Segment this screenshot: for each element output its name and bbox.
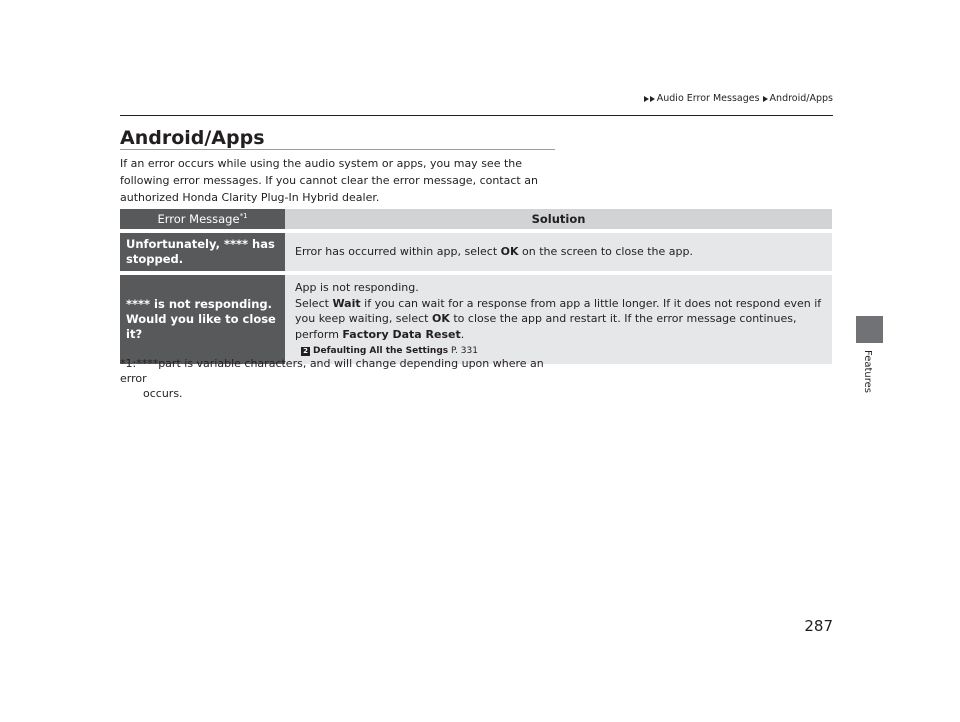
solution-cell: App is not responding. Select Wait if you can wait for a response from app a little longer. If it does not respond even if you keep waiting, select OK to close the app and restart it. If the error message continues, perform Factory Data Reset. 2 Defaulting All the Settings P. 331 [285, 275, 832, 364]
error-table [120, 205, 832, 368]
title-rule [120, 149, 555, 150]
reference-arrow-icon: 2 [301, 347, 310, 356]
page-number: 287 [804, 617, 833, 635]
triangle-arrow-icon [644, 96, 649, 102]
section-tab-label: Features [862, 350, 873, 393]
header-error-message: Error Message$^{*1}$ [120, 209, 285, 229]
table-header-row [120, 209, 832, 229]
table-row [120, 233, 832, 271]
intro-text: If an error occurs while using the audio system or apps, you may see the following error messages. If you cannot clear the error message, contact an authorized Honda Clarity Plug-In Hybrid dealer. [120, 157, 538, 204]
solution-cell: Error has occurred within app, select OK on the screen to close the app. [285, 233, 832, 271]
error-message-cell: Unfortunately, **** has stopped. [120, 233, 285, 271]
cross-reference-link[interactable]: 2 Defaulting All the Settings P. 331 [301, 344, 478, 360]
header-rule [120, 115, 833, 116]
breadcrumb [644, 93, 833, 104]
section-tab[interactable] [856, 316, 883, 343]
header-solution: Solution [285, 209, 832, 229]
footnote: *1:****part is variable characters, and will change depending upon where an error occurs. [120, 357, 544, 400]
page-title: Android/Apps [120, 127, 265, 149]
footnote-ref[interactable]: *1 [239, 212, 248, 221]
breadcrumb-first[interactable]: Audio Error Messages [656, 93, 760, 104]
triangle-arrow-icon [763, 96, 768, 102]
breadcrumb-second[interactable]: Android/Apps [769, 93, 833, 104]
table-row [120, 275, 832, 364]
triangle-arrow-icon [650, 96, 655, 102]
error-message-cell: **** is not responding. Would you like to close it? [120, 275, 285, 364]
